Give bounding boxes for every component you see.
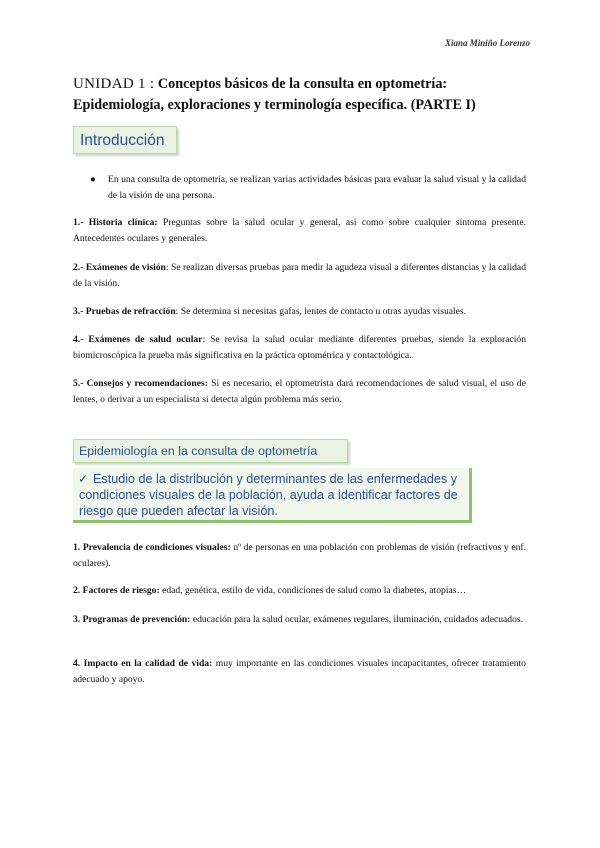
epidemiology-definition-box [73,468,472,523]
author-name: Xiana Miniño Lorenzo [444,38,530,48]
activity-history [73,215,526,247]
activity-label: 5.- Consejos y recomendaciones: [73,378,208,389]
intro-bullet [90,172,526,204]
epidemiology-heading: Epidemiología en la consulta de optometría [79,444,318,458]
activity-refraction [73,304,526,320]
epidemiology-heading-box [73,439,348,463]
epi-item-text: educación para la salud ocular, exámenes regulares, iluminación, cuidados adecuados. [190,614,524,625]
epi-item-text: nº de personas en una población con problemas de visión (refractivos y enf. oculares). [73,542,526,569]
activity-label: 3.- Pruebas de refracción [73,306,176,317]
activity-text: : Se realizan diversas pruebas para medir la agudeza visual a diferentes distancias y la calidad de la visión. [73,262,526,289]
activity-ocular-health [73,332,526,364]
activity-label: 1.- Historia clínica: [73,217,158,228]
epi-item-text: muy importante en las condiciones visuales incapacitantes, ofrecer tratamiento adecuado y apoyo. [73,658,526,685]
epidemiology-definition: Estudio de la distribución y determinantes de las enfermedades y condiciones visuales de la población, ayuda a identificar factores de riesgo que pueden afectar la visión. [79,472,458,518]
epi-item-risk-factors [73,583,526,599]
epi-item-label: 3. Programas de prevención: [73,614,191,625]
bullet-dot-icon: ● [90,174,96,185]
epi-item-prevalence [73,540,526,572]
activity-label: 4.- Exámenes de salud ocular [73,334,203,345]
activity-vision-exams [73,260,526,292]
epi-item-quality-of-life [73,656,526,688]
epi-item-label: 4. Impacto en la calidad de vida: [73,658,213,669]
page-title [73,74,533,116]
activity-label: 2.- Exámenes de visión [73,262,166,273]
check-icon: ✓ [78,471,89,486]
unit-title-text: Conceptos básicos de la consulta en optometría: Epidemiología, exploraciones y terminología específica. (PARTE I) [73,76,476,113]
unit-number: UNIDAD 1 : [73,76,155,92]
intro-bullet-text: En una consulta de optometría, se realizan varias actividades básicas para evaluar la salud visual y la calidad de la visión de una persona. [108,174,526,201]
intro-heading: Introducción [80,132,165,149]
epi-item-label: 2. Factores de riesgo: [73,585,160,596]
activity-text: Si es necesario, el optometrista dará recomendaciones de salud visual, el uso de lentes, o derivar a un especialista si detecta algún problema más serio. [73,378,526,405]
intro-heading-box [73,126,177,154]
epi-item-prevention [73,612,526,628]
activity-text: Preguntas sobre la salud ocular y general, así como sobre cualquier síntoma presente. Antecedentes oculares y generales. [73,217,527,244]
epi-item-text: edad, genética, estilo de vida, condiciones de salud como la diabetes, atopias… [159,585,467,596]
epi-item-label: 1. Prevalencia de condiciones visuales: [73,542,231,553]
activity-text: : Se determina si necesitas gafas, lentes de contacto u otras ayudas visuales. [175,306,467,317]
activity-text: : Se revisa la salud ocular mediante diferentes pruebas, siendo la exploración biomicroscópica la prueba más significativa en la práctica optométrica y contactológica. [73,334,526,361]
activity-advice [73,376,526,408]
